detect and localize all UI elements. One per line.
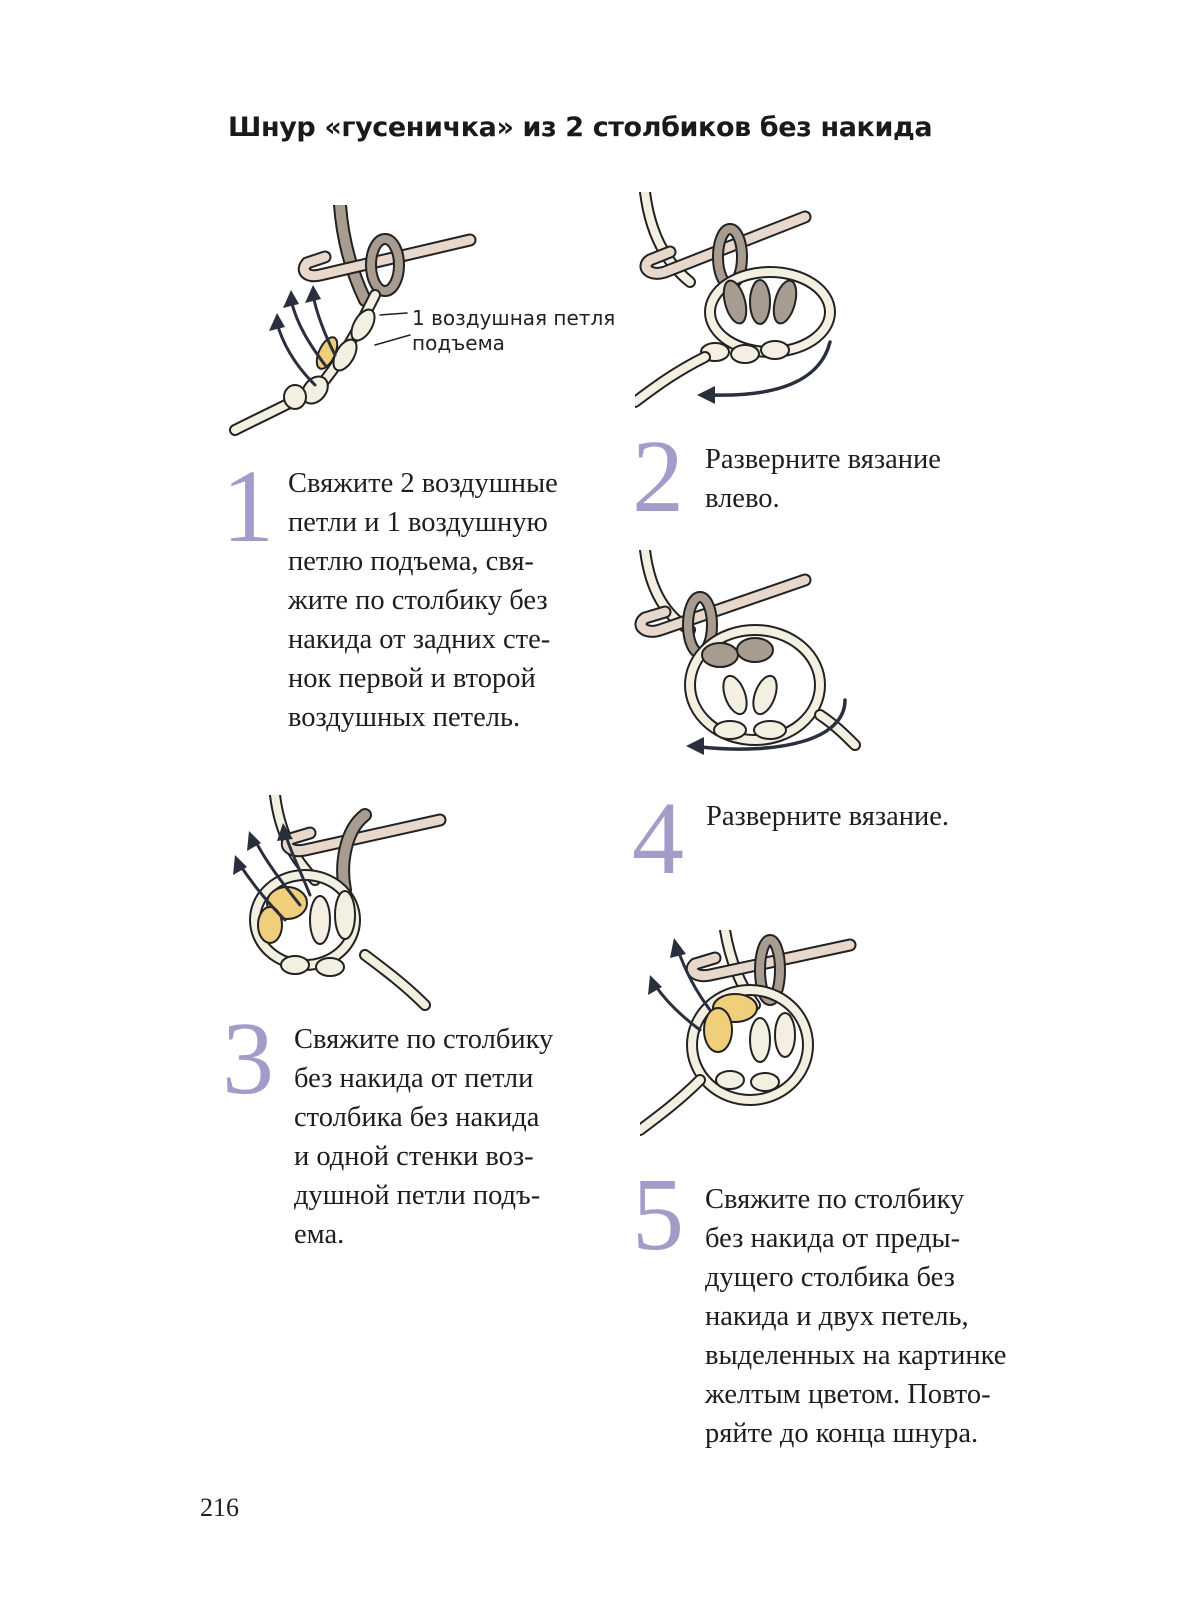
step-1-line: накида от задних сте- xyxy=(288,624,551,655)
callout-chain-loop xyxy=(412,306,615,356)
step-1-line: петли и 1 воздушную xyxy=(288,507,548,538)
step-3-line: душной петли подъ- xyxy=(294,1180,541,1211)
step-1-line: петлю подъема, свя- xyxy=(288,546,534,577)
step-3-line: Свяжите по столбику xyxy=(294,1024,554,1055)
step-4-text xyxy=(706,797,949,836)
callout-line: 1 воздушная петля xyxy=(412,306,616,330)
step-1-line: нок первой и второй xyxy=(288,663,536,694)
step-1-line: воздушных петель. xyxy=(288,702,521,733)
step-5-line: дущего столбика без xyxy=(705,1262,955,1293)
step-5-line: желтым цветом. Повто- xyxy=(705,1379,991,1410)
step-5-line: ряйте до конца шнура. xyxy=(705,1418,979,1449)
step-2-line: влево. xyxy=(705,483,780,514)
callout-line: подъема xyxy=(412,331,505,355)
step-5-line: Свяжите по столбику xyxy=(705,1184,965,1215)
step-2-text xyxy=(705,440,941,518)
step-3-line: и одной стенки воз- xyxy=(294,1141,534,1172)
illustration-step-5 xyxy=(640,930,875,1150)
page-title: Шнур «гусеничка» из 2 столбиков без накида xyxy=(228,112,933,143)
step-3-line: ема. xyxy=(294,1219,345,1250)
step-number: 5 xyxy=(632,1157,684,1272)
step-number: 4 xyxy=(632,781,684,896)
step-2-line: Разверните вязание xyxy=(705,444,941,475)
step-number: 2 xyxy=(632,419,684,534)
step-5-text xyxy=(705,1180,1006,1453)
step-5-line: накида и двух петель, xyxy=(705,1301,969,1332)
step-1-line: Свяжите 2 воздушные xyxy=(288,468,558,499)
step-number: 3 xyxy=(222,1001,274,1116)
step-3-line: столбика без накида xyxy=(294,1102,540,1133)
step-3-text xyxy=(294,1020,553,1254)
step-5-line: без накида от преды- xyxy=(705,1223,961,1254)
page-number: 216 xyxy=(200,1493,239,1522)
illustration-step-3 xyxy=(225,795,465,1015)
step-3-line: без накида от петли xyxy=(294,1063,534,1094)
step-5-line: выделенных на картинке xyxy=(705,1340,1007,1371)
step-4-line: Разверните вязание. xyxy=(706,801,950,832)
illustration-step-2 xyxy=(635,192,870,427)
step-1-line: жите по столбику без xyxy=(288,585,548,616)
step-1-text xyxy=(288,464,558,737)
step-number: 1 xyxy=(222,449,274,564)
illustration-step-4 xyxy=(630,550,880,775)
